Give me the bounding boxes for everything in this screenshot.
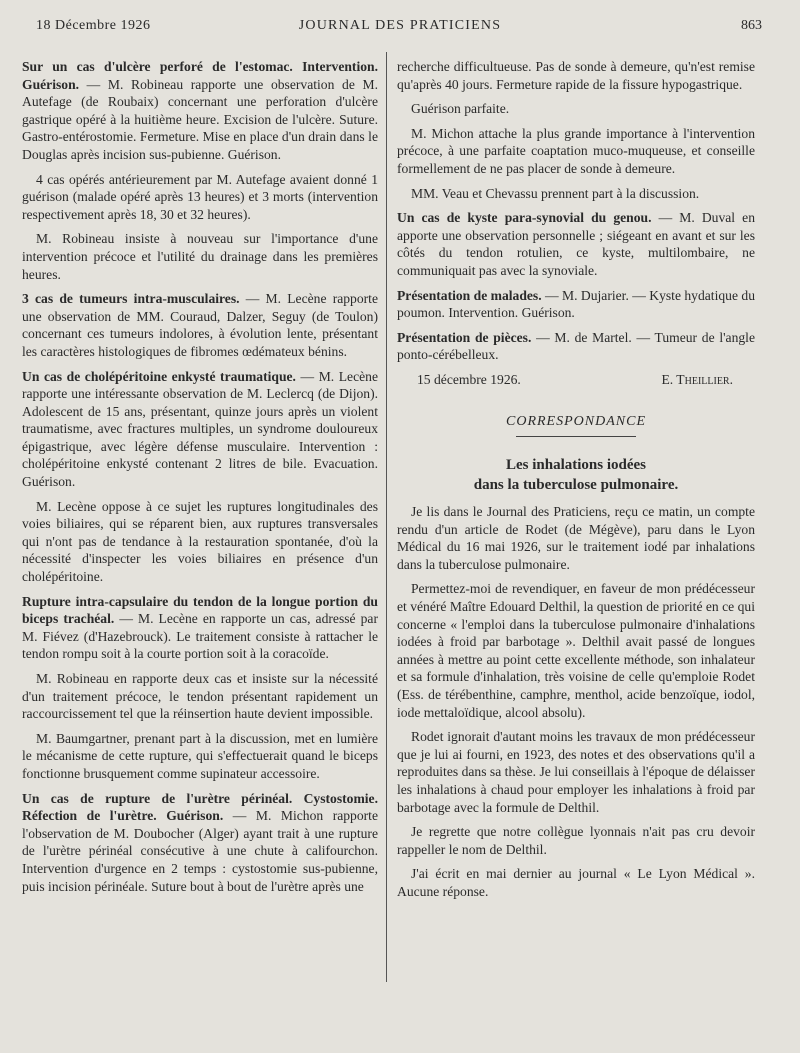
article-malades	[397, 287, 755, 322]
paragraph: — M. Lecène en rapporte un cas, adressé par M. Fiévez (d'Hazebrouck). Le traitement consiste à rattacher le tendon rompu soit à la courte portion soit à la coracoïde.	[22, 611, 378, 662]
article-title: Sur un cas d'ulcère perforé de l'estomac. Intervention. Guérison.	[22, 59, 378, 92]
article-title: Un cas de cholépéritoine enkysté traumatique.	[22, 368, 296, 384]
paragraph: Je lis dans le Journal des Praticiens, reçu ce matin, un compte rendu d'un article de Rodet (de Mégève), paru dans le Lyon Médical du 16 mai 1926, sur le traitement iodé par inhalations dans la tuberculose pulmonaire.	[397, 504, 755, 572]
paragraph: Je regrette que notre collègue lyonnais n'ait pas cru devoir rappeller le nom de Delthil.	[397, 824, 755, 857]
signature-date: 15 décembre 1926.	[417, 371, 521, 387]
paragraph: Guérison parfaite.	[411, 101, 510, 117]
paragraph: — M. de Martel. — Tumeur de l'angle ponto-cérébelleux.	[397, 329, 755, 363]
section-heading: CORRESPONDANCE	[506, 413, 646, 429]
article-ulcere	[22, 58, 378, 164]
right-column	[397, 58, 755, 908]
title-line-1: Les inhalations iodées	[505, 457, 647, 474]
article-biceps	[22, 593, 378, 663]
paragraph: — M. Robineau rapporte une observation de M. Autefage (de Roubaix) concernant une perforation d'ulcère gastrique opéré à la huitième heure. Excision de l'ulcère. Suture. Gastro-entérostomie. Fermeture. Mise en place d'un drain dans le Douglas après incision sus-pubienne. Guérison.	[22, 76, 378, 162]
paragraph: — M. Duval en apporte une observation personnelle ; siégeant en avant et sur les côtés du tendon rotulien, ce kyste, multilombaire, ne communiquait pas avec la synoviale.	[397, 210, 756, 278]
article-title: Présentation de malades.	[397, 287, 542, 303]
section-rule	[516, 436, 636, 437]
header-date: 18 Décembre 1926	[36, 18, 151, 33]
signature-line	[397, 371, 755, 389]
article-kyste	[397, 209, 755, 279]
paragraph: recherche difficultueuse. Pas de sonde à demeure, qu'n'est remise qu'après 40 jours. Fermeture rapide de la fissure hypogastrique.	[397, 59, 755, 92]
article-title: Un cas de rupture de l'urètre périnéal. Cystostomie. Réfection de l'urètre. Guérison.	[22, 790, 378, 824]
paragraph: M. Robineau insiste à nouveau sur l'importance d'une intervention précoce et l'utilité du drainage dans les premières heures.	[22, 231, 378, 282]
paragraph: — M. Lecène rapporte une intéressante observation de M. Leclercq (de Dijon). Adolescent de 15 ans, présentant, quinze jours après un violent traumatisme, avec fractures multiples, un syndrome douloureux épigastrique, avec légère défense musculaire. Intervention : cholépéritoine enkysté contenant 2 litres de bile. Evacuation. Guérison.	[22, 368, 378, 490]
article-title: Un cas de kyste para-synovial du genou.	[397, 210, 652, 226]
paragraph: MM. Veau et Chevassu prennent part à la discussion.	[411, 185, 700, 201]
signature-name: E. Theillier.	[661, 371, 733, 387]
correspondence-title	[397, 455, 755, 495]
paragraph: J'ai écrit en mai dernier au journal « Le Lyon Médical ». Aucune réponse.	[397, 866, 755, 899]
paragraph: — M. Lecène rapporte une observation de MM. Couraud, Dalzer, Seguy (de Toulon) concernant ces tumeurs indolores, à évolution lente, présentant les caractères histologiques de fibromes œdémateux bénins.	[22, 291, 378, 359]
title-line-2: dans la tuberculose pulmonaire.	[473, 477, 679, 494]
paragraph: M. Michon attache la plus grande importance à l'intervention précoce, à une parfaite coaptation muco-muqueuse, et conseille formellement de ne pas placer de sonde à demeure.	[397, 125, 755, 176]
header-journal-title: JOURNAL DES PRATICIENS	[298, 18, 502, 33]
article-title: Rupture intra-capsulaire du tendon de la longue portion du biceps trachéal.	[22, 593, 378, 627]
paragraph: 4 cas opérés antérieurement par M. Autefage avaient donné 1 guérison (malade opéré après 13 heures) et 3 morts (intervention respectivement après 18, 30 et 32 heures).	[22, 171, 378, 222]
column-divider	[386, 52, 387, 982]
article-title: Présentation de pièces.	[397, 329, 532, 345]
paragraph: M. Lecène oppose à ce sujet les ruptures longitudinales des voies biliaires, qui se réparent bien, aux ruptures transversales qui n'ont pas de tendance à la restauration spontanée, d'où la nécessité d'inspecter les voies biliaires en présence d'un cholépéritoine.	[22, 498, 378, 585]
paragraph: Rodet ignorait d'autant moins les travaux de mon prédécesseur que je lui ai fourni, en 1923, des notes et des observations qu'il a reproduites dans sa thèse. Je lui conseillais à l'époque de délaisser les inhalations à chaud pour employer les inhalations à froid par barbotage avec la formule de Delthil.	[397, 729, 755, 815]
left-column	[22, 58, 378, 902]
running-head	[0, 18, 800, 38]
article-pieces	[397, 329, 755, 364]
paragraph: — M. Dujarier. — Kyste hydatique du poumon. Intervention. Guérison.	[397, 287, 755, 321]
header-page-number: 863	[741, 18, 762, 33]
paragraph: — M. Michon rapporte l'observation de M. Doubocher (Alger) ayant trait à une rupture de l'urètre périnéal consécutive à une chute à califourchon. Intervention d'urgence en 2 temps : cystostomie sus-pubienne, puis incision périnéale. Suture bout à bout de l'urètre après une	[22, 808, 378, 894]
article-uretre	[22, 790, 378, 896]
paragraph: Permettez-moi de revendiquer, en faveur de mon prédécesseur et vénéré Maître Edouard Delthil, la question de priorité en ce qui concerne « l'emploi dans la tuberculose pulmonaire d'inhalations iodées à froid par barbotage ». Delthil avait passé de longues années à mettre au point cette excellente méthode, son inhalateur et sa formule d'inhalation, très voisine de celle qu'emploie Rodet (Ess. de térébenthine, camphre, menthol, acide benzoïque, iodol, iode mettaloïdique, alcool absolu).	[397, 581, 755, 720]
paragraph: M. Robineau en rapporte deux cas et insiste sur la nécessité d'un traitement précoce, le tendon présentant rapidement un raccourcissement tel que la réinsertion haute devient impossible.	[22, 671, 378, 722]
article-cholperitoine	[22, 368, 378, 491]
article-title: 3 cas de tumeurs intra-musculaires.	[22, 291, 240, 307]
article-tumeurs	[22, 290, 378, 360]
paragraph: M. Baumgartner, prenant part à la discussion, met en lumière le mécanisme de cette rupture, qui s'effectuerait quand le biceps fonctionne brusquement comme supinateur accessoire.	[22, 730, 378, 781]
